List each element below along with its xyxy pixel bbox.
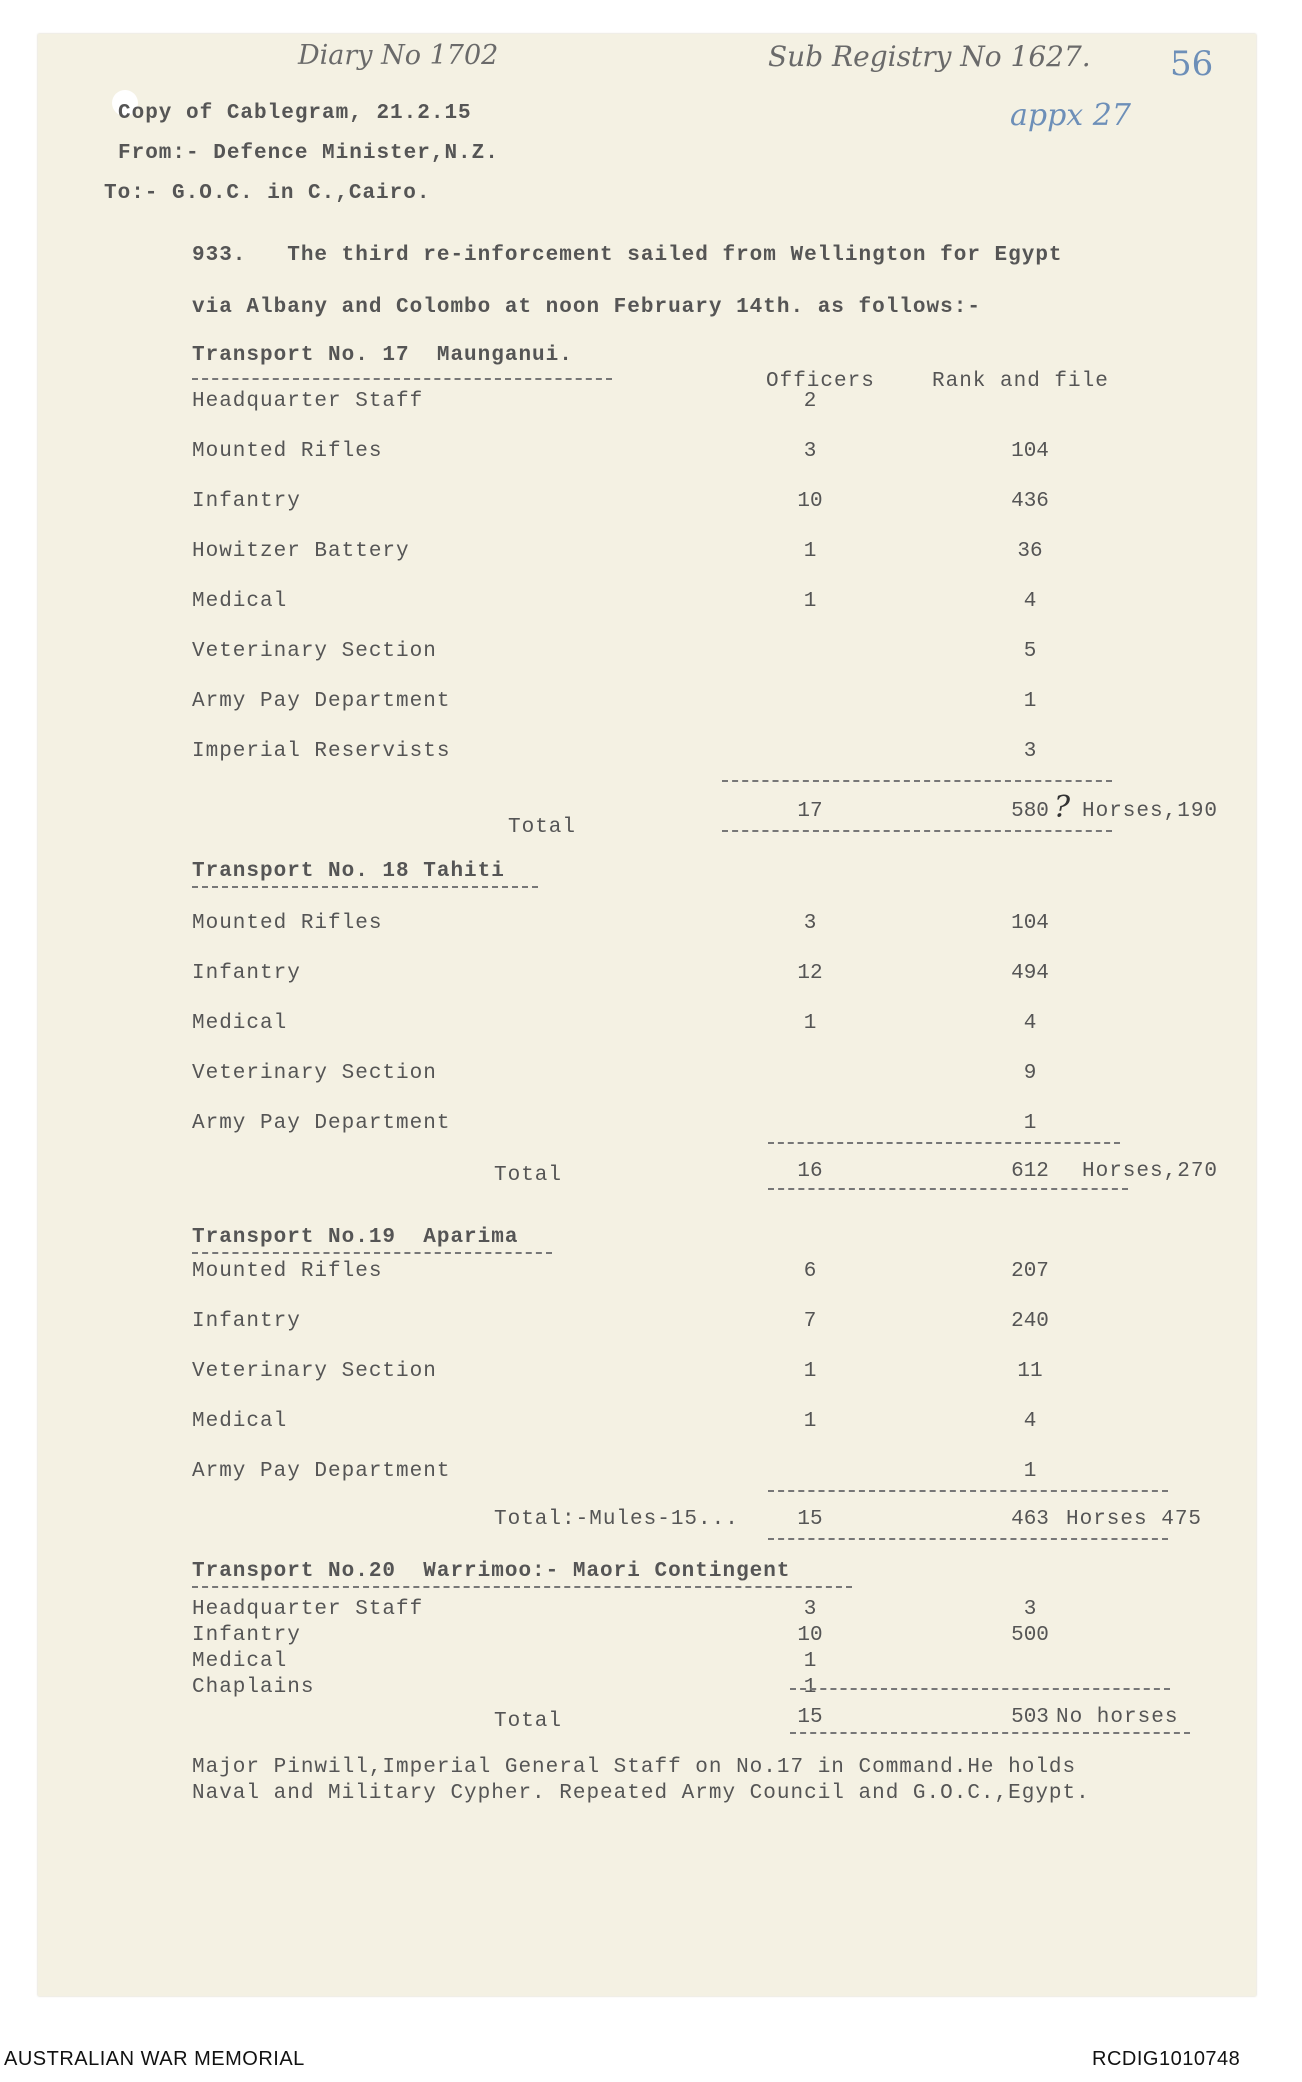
t19-total-label: Total:-Mules-15... xyxy=(494,1508,739,1531)
t18-title-rule xyxy=(192,886,538,888)
t18-unit-name: Medical xyxy=(192,1012,288,1035)
col-officers: Officers xyxy=(766,370,875,393)
footer-reference: RCDIG1010748 xyxy=(1092,2048,1241,2070)
t17-unit-name: Infantry xyxy=(192,490,301,513)
t19-rank-value: 1 xyxy=(1023,1460,1037,1483)
t17-unit-name: Imperial Reservists xyxy=(192,740,451,763)
t18-unit-name: Veterinary Section xyxy=(192,1062,437,1085)
t18-rank-value: 494 xyxy=(1011,962,1049,985)
t20-rank-value: 500 xyxy=(1011,1624,1049,1647)
appendix-number: appx 27 xyxy=(1010,98,1131,133)
t18-total-rank: 612 xyxy=(1011,1160,1049,1183)
t17-rank-value: 4 xyxy=(1023,590,1037,613)
t17-rank-value: 5 xyxy=(1023,640,1037,663)
t18-total-label: Total xyxy=(494,1164,563,1187)
t17-rank-value: 1 xyxy=(1023,690,1037,713)
t19-rank-value: 207 xyxy=(1011,1260,1049,1283)
t17-unit-name: Headquarter Staff xyxy=(192,390,424,413)
t20-total-officers: 15 xyxy=(797,1706,823,1729)
t19-horses: Horses 475 xyxy=(1066,1508,1203,1531)
t18-horses: Horses,270 xyxy=(1082,1160,1219,1183)
t19-rank-value: 240 xyxy=(1011,1310,1049,1333)
t17-unit-name: Medical xyxy=(192,590,288,613)
t17-rank-value: 36 xyxy=(1017,540,1043,563)
t20-total-rule xyxy=(790,1688,1170,1690)
t18-officers-value: 3 xyxy=(803,912,817,935)
t20-officers-value: 1 xyxy=(803,1676,817,1699)
to-line: To:- G.O.C. in C.,Cairo. xyxy=(104,182,431,205)
t17-rank-value: 104 xyxy=(1011,440,1049,463)
t20-horses: No horses xyxy=(1056,1706,1179,1729)
t17-unit-name: Army Pay Department xyxy=(192,690,451,713)
t20-rank-value: 3 xyxy=(1023,1598,1037,1621)
t17-unit-name: Veterinary Section xyxy=(192,640,437,663)
t18-total-underline xyxy=(768,1188,1128,1190)
t18-unit-name: Mounted Rifles xyxy=(192,912,383,935)
t17-rank-value: 436 xyxy=(1011,490,1049,513)
t17-title: Transport No. 17 Maunganui. xyxy=(192,344,573,367)
t19-unit-name: Mounted Rifles xyxy=(192,1260,383,1283)
t17-horses: Horses,190 xyxy=(1082,800,1219,823)
t20-officers-value: 1 xyxy=(803,1650,817,1673)
t18-rank-value: 9 xyxy=(1023,1062,1037,1085)
t19-unit-name: Infantry xyxy=(192,1310,301,1333)
copy-line: Copy of Cablegram, 21.2.15 xyxy=(118,102,472,125)
closing-line-1: Major Pinwill,Imperial General Staff on No.17 in Command.He holds xyxy=(192,1756,1077,1779)
t19-total-rule-top xyxy=(768,1490,1168,1492)
t20-total-label: Total xyxy=(494,1710,563,1733)
t17-total-rule-bottom xyxy=(722,830,1112,832)
t20-officers-value: 3 xyxy=(803,1598,817,1621)
t18-rank-value: 1 xyxy=(1023,1112,1037,1135)
intro-line-2: via Albany and Colombo at noon February 14th. as follows:- xyxy=(192,296,981,319)
t19-unit-name: Veterinary Section xyxy=(192,1360,437,1383)
t20-officers-value: 10 xyxy=(797,1624,823,1647)
t18-rank-value: 104 xyxy=(1011,912,1049,935)
t19-officers-value: 6 xyxy=(803,1260,817,1283)
t17-total-rank: 580 xyxy=(1011,800,1049,823)
t18-total-rule xyxy=(768,1142,1120,1144)
t19-officers-value: 1 xyxy=(803,1410,817,1433)
t17-officers-value: 2 xyxy=(803,390,817,413)
folio-number: 56 xyxy=(1170,44,1214,84)
t18-total-officers: 16 xyxy=(797,1160,823,1183)
t19-unit-name: Army Pay Department xyxy=(192,1460,451,1483)
t18-rank-value: 4 xyxy=(1023,1012,1037,1035)
t17-total-rule-top xyxy=(722,780,1112,782)
t18-officers-value: 1 xyxy=(803,1012,817,1035)
t19-total-rule-bottom xyxy=(768,1538,1168,1540)
t19-total-officers: 15 xyxy=(797,1508,823,1531)
t17-unit-name: Mounted Rifles xyxy=(192,440,383,463)
t19-unit-name: Medical xyxy=(192,1410,288,1433)
t19-rank-value: 4 xyxy=(1023,1410,1037,1433)
t20-unit-name: Chaplains xyxy=(192,1676,315,1699)
t19-officers-value: 7 xyxy=(803,1310,817,1333)
t19-rank-value: 11 xyxy=(1017,1360,1043,1383)
t20-total-rank: 503 xyxy=(1011,1706,1049,1729)
t17-officers-value: 1 xyxy=(803,590,817,613)
diary-number: Diary No 1702 xyxy=(298,40,499,71)
t20-unit-name: Medical xyxy=(192,1650,288,1673)
t17-total-officers: 17 xyxy=(797,800,823,823)
t19-officers-value: 1 xyxy=(803,1360,817,1383)
t17-officers-value: 10 xyxy=(797,490,823,513)
t17-query-mark: ? xyxy=(1054,790,1071,825)
t20-unit-name: Headquarter Staff xyxy=(192,1598,424,1621)
t20-unit-name: Infantry xyxy=(192,1624,301,1647)
footer-institution: AUSTRALIAN WAR MEMORIAL xyxy=(4,2048,305,2070)
closing-line-2: Naval and Military Cypher. Repeated Army Council and G.O.C.,Egypt. xyxy=(192,1782,1090,1805)
t17-officers-value: 3 xyxy=(803,440,817,463)
t20-total-underline xyxy=(790,1732,1190,1734)
t17-title-rule xyxy=(192,378,612,380)
t19-total-rank: 463 xyxy=(1011,1508,1049,1531)
t20-title-rule xyxy=(192,1586,852,1588)
t20-title: Transport No.20 Warrimoo:- Maori Contingent xyxy=(192,1560,791,1583)
t18-title: Transport No. 18 Tahiti xyxy=(192,860,505,883)
t18-officers-value: 12 xyxy=(797,962,823,985)
t18-unit-name: Infantry xyxy=(192,962,301,985)
from-line: From:- Defence Minister,N.Z. xyxy=(118,142,499,165)
t17-rank-value: 3 xyxy=(1023,740,1037,763)
t17-total-label: Total xyxy=(508,816,577,839)
t19-title-rule xyxy=(192,1252,552,1254)
t18-unit-name: Army Pay Department xyxy=(192,1112,451,1135)
t17-officers-value: 1 xyxy=(803,540,817,563)
t17-unit-name: Howitzer Battery xyxy=(192,540,410,563)
col-rank-and-file: Rank and file xyxy=(932,370,1109,393)
t19-title: Transport No.19 Aparima xyxy=(192,1226,519,1249)
registry-number: Sub Registry No 1627. xyxy=(768,40,1091,73)
intro-line-1: 933. The third re-inforcement sailed from Wellington for Egypt xyxy=(192,244,1063,267)
